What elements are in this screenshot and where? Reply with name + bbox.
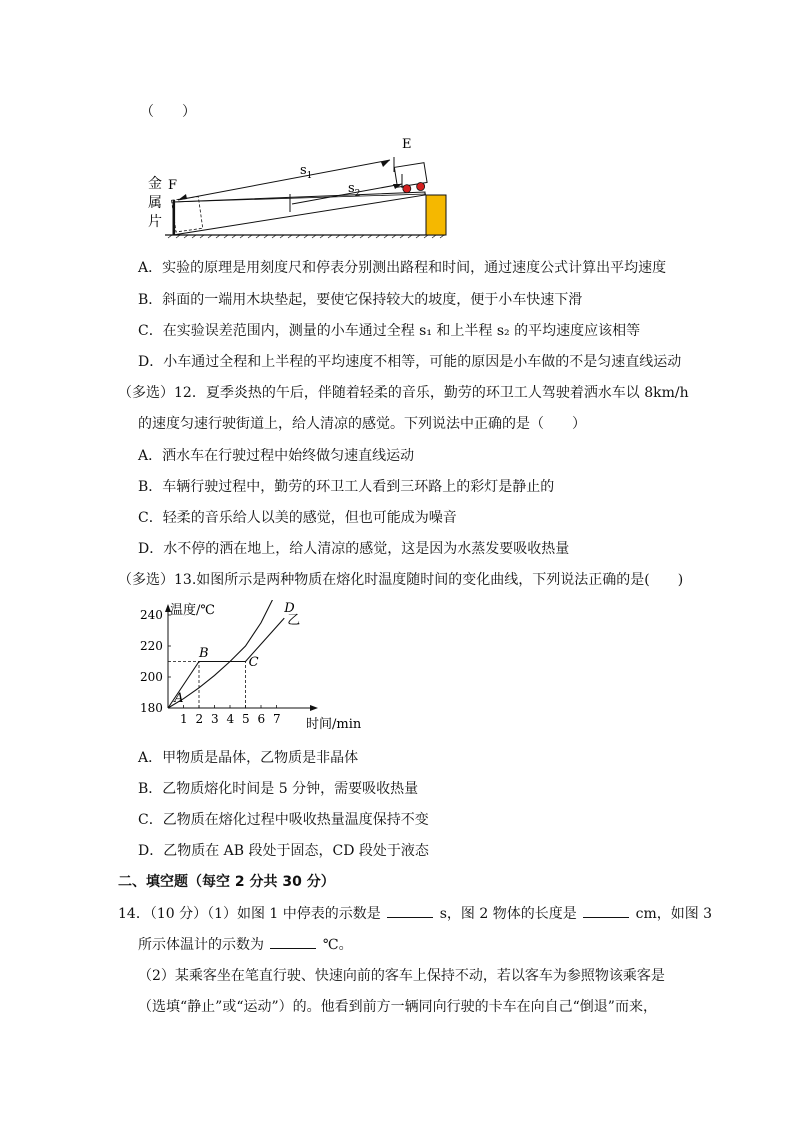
incline-figure [140,132,460,242]
point-label-B: B [199,645,209,661]
q11-option-d: D．小车通过全程和上半程的平均速度不相等，可能的原因是小车做的不是匀速直线运动 [138,354,682,370]
series-line-yi [168,618,284,708]
q13-option-b: B．乙物质熔化时间是 5 分钟，需要吸收热量 [138,781,419,797]
q11-option-a: A．实验的原理是用刻度尺和停表分别测出路程和时间，通过速度公式计算出平均速度 [138,260,667,276]
x-tick-label: 1 [180,712,188,726]
q14-line1-part-a: 14．（10 分）（1）如图 1 中停表的示数是 [118,906,381,922]
y-tick-label: 220 [140,639,163,653]
label-metal-3: 片 [148,214,162,230]
point-label-C: C [248,655,259,671]
label-s1: $s_1$ [300,163,313,181]
q11-answer-bracket: （ ） [140,104,196,120]
q12-option-d: D．水不停的洒在地上，给人清凉的感觉，这是因为水蒸发要吸收热量 [138,541,570,557]
q14-line1-part-b: s，图 2 物体的长度是 [439,906,577,922]
q12-option-a: A．洒水车在行驶过程中始终做匀速直线运动 [138,448,415,464]
q14-blank-3[interactable] [270,934,316,949]
x-tick-label: 4 [226,712,235,726]
q14-line2-part-b: ℃。 [322,937,353,953]
q14-line1 [118,903,712,924]
q14-line1-part-c: cm，如图 3 [635,906,713,922]
q12-stem-line2: 的速度匀速行驶街道上，给人清凉的感觉。下列说法中正确的是（ ） [138,416,586,432]
x-axis-arrow [310,705,318,711]
x-tick-label: 5 [242,712,250,726]
melting-curve-chart [130,600,370,730]
x-tick-label: 6 [257,712,266,726]
y-tick-label: 180 [140,701,163,715]
q14-blank-2[interactable] [583,903,629,918]
y-axis-label: 温度/℃ [170,603,215,618]
q14-line2-part-a: 所示体温计的示数为 [138,937,264,953]
car [394,163,428,194]
point-label-D: D [284,600,295,616]
q13-option-c: C．乙物质在熔化过程中吸收热量温度保持不变 [138,812,429,828]
label-E: E [402,137,412,152]
q14-line4: （选填“静止”或“运动”）的。他看到前方一辆同向行驶的卡车在向自己“倒退”而来， [138,999,657,1015]
y-tick-label: 200 [140,670,163,684]
y-tick-label: 240 [140,608,163,622]
q12-option-b: B．车辆行驶过程中，勤劳的环卫工人看到三环路上的彩灯是静止的 [138,479,555,495]
x-tick-label: 7 [273,712,281,726]
label-metal-1: 金 [148,176,162,192]
q14-line2 [138,934,353,955]
label-metal-2: 属 [148,195,162,211]
incline-board [173,192,425,235]
q14-line3: （2）某乘客坐在笔直行驶、快速向前的客车上保持不动，若以客车为参照物该乘客是 [138,968,665,984]
q14-blank-1[interactable] [387,903,433,918]
point-label-A: A [174,690,184,706]
q12-stem-line1: （多选）12．夏季炎热的午后，伴随着轻柔的音乐，勤劳的环卫工人驾驶着洒水车以 8km/h [118,385,689,401]
q13-stem: （多选）13.如图所示是两种物质在熔化时温度随时间的变化曲线，下列说法正确的是( ) [118,572,684,588]
x-tick-label: 3 [211,712,219,726]
q13-option-a: A．甲物质是晶体，乙物质是非晶体 [138,750,359,766]
label-F: F [168,178,178,193]
wooden-block [426,195,446,235]
q11-option-c: C．在实验误差范围内，测量的小车通过全程 s₁ 和上半程 s₂ 的平均速度应该相等 [138,323,641,339]
q11-option-b: B．斜面的一端用木块垫起，要使它保持较大的坡度，便于小车快速下滑 [138,292,583,308]
series-name-label: 乙 [287,613,301,629]
label-s2: $s_2$ [348,181,361,199]
q12-option-c: C．轻柔的音乐给人以美的感觉，但也可能成为噪音 [138,510,457,526]
x-tick-label: 2 [195,712,204,726]
x-axis-label: 时间/min [306,717,362,730]
q13-option-d: D．乙物质在 AB 段处于固态，CD 段处于液态 [138,843,429,859]
section-title: 二、填空题（每空 2 分共 30 分） [118,874,335,890]
